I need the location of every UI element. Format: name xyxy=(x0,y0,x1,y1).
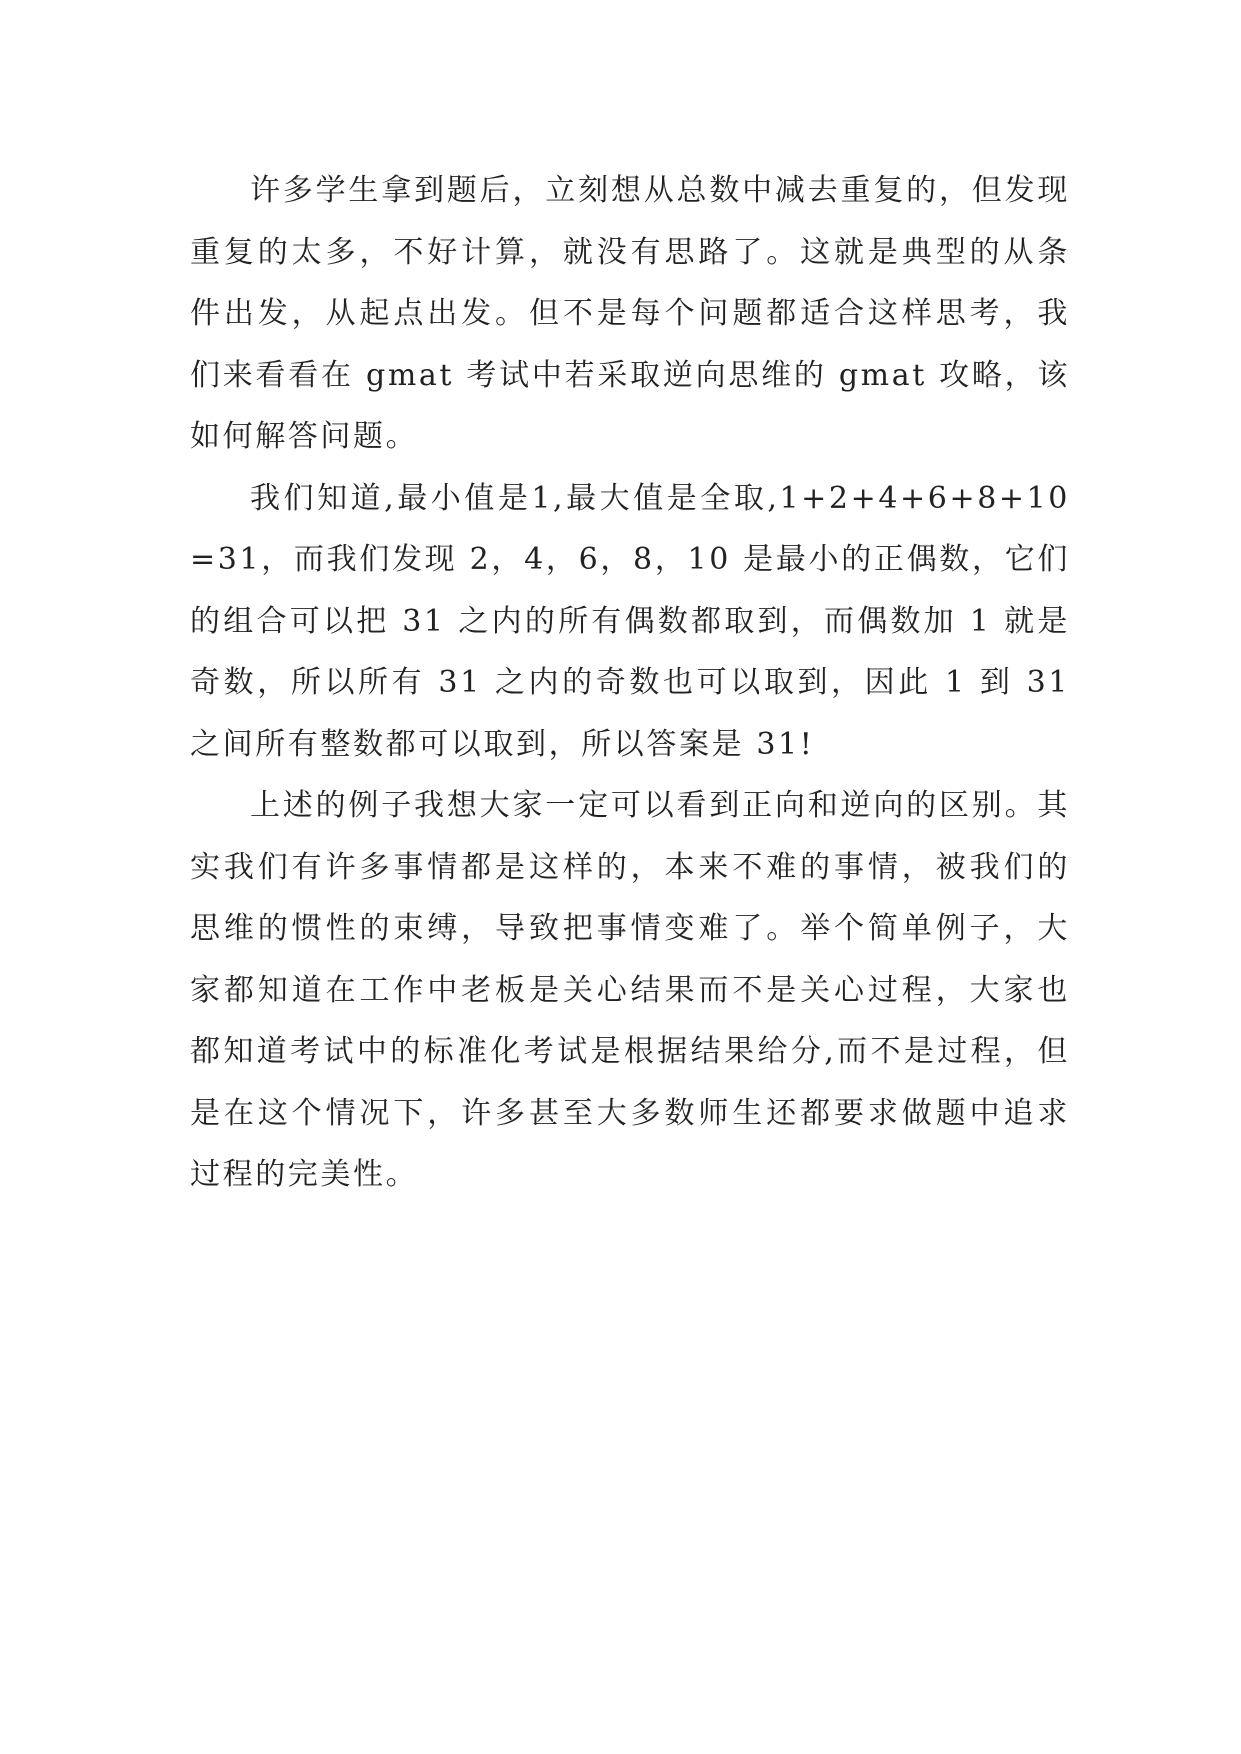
paragraph-3: 上述的例子我想大家一定可以看到正向和逆向的区别。其实我们有许多事情都是这样的，本来不难的事情，被我们的思维的惯性的束缚，导致把事情变难了。举个简单例子，大家都知道在工作中老板是关心结果而不是关心过程，大家也都知道考试中的标准化考试是根据结果给分,而不是过程，但是在这个情况下，许多甚至大多数师生还都要求做题中追求过程的完美性。 xyxy=(190,788,1070,1192)
document-body xyxy=(190,160,1070,1206)
paragraph-1: 许多学生拿到题后，立刻想从总数中减去重复的，但发现重复的太多，不好计算，就没有思路了。这就是典型的从条件出发，从起点出发。但不是每个问题都适合这样思考，我们来看看在 gmat 考试中若采取逆向思维的 gmat 攻略，该如何解答问题。 xyxy=(190,173,1070,454)
paragraph-2: 我们知道,最小值是1,最大值是全取,1+2+4+6+8+10=31，而我们发现 2，4，6，8，10 是最小的正偶数，它们的组合可以把 31 之内的所有偶数都取到，而偶数加 1 就是奇数，所以所有 31 之内的奇数也可以取到，因此 1 到 31 之间所有整数都可以取到，所以答案是 31! xyxy=(190,480,1070,762)
